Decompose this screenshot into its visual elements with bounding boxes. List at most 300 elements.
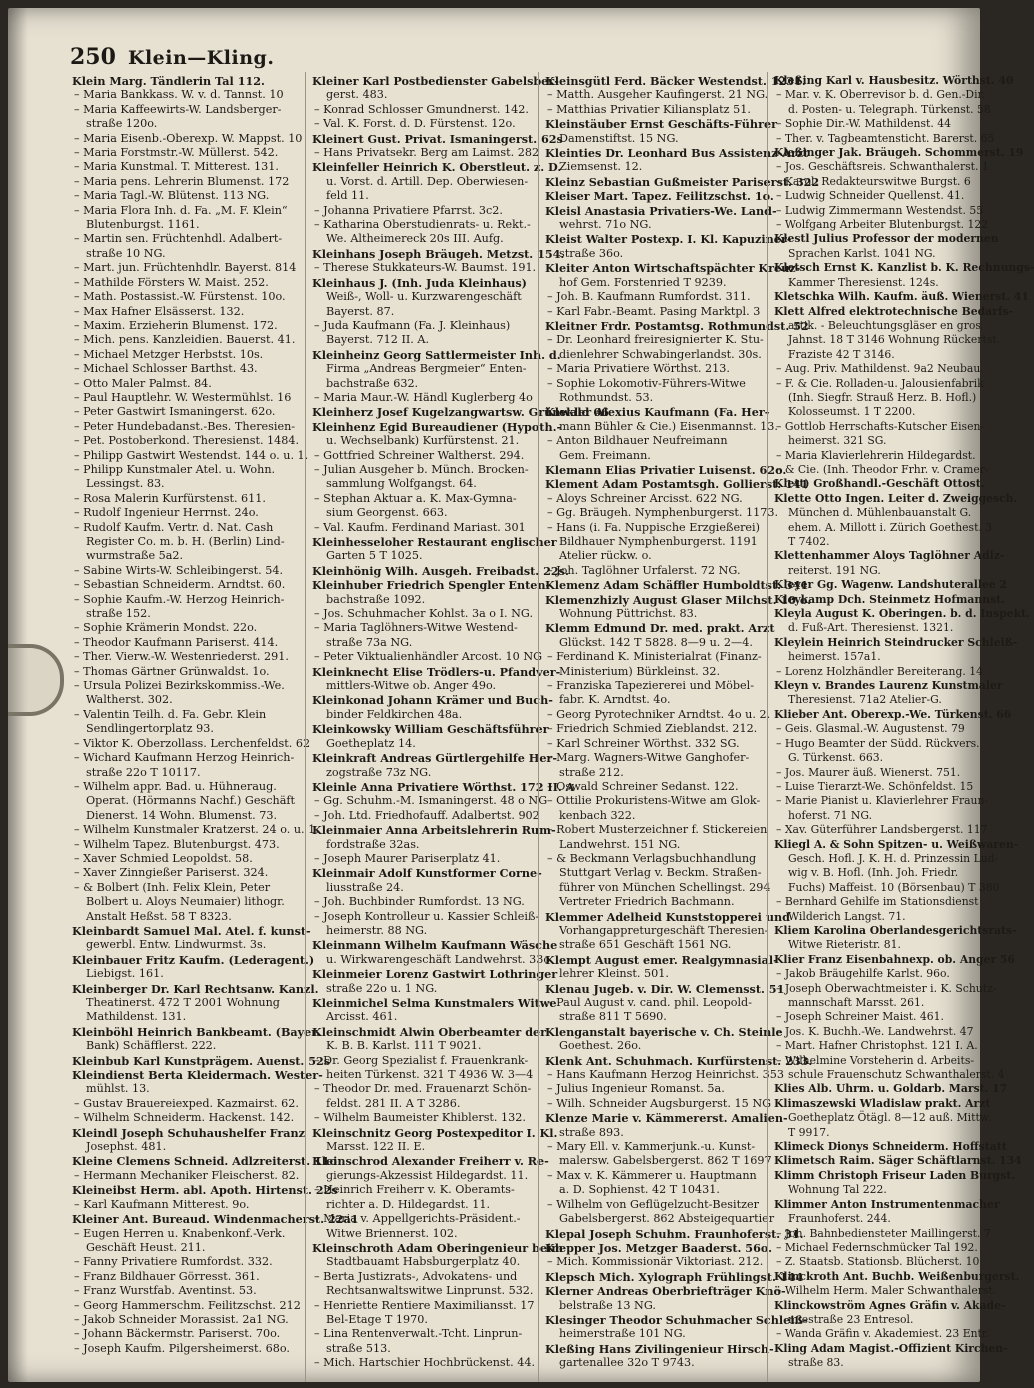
directory-entry: u. Wirkwarengeschäft Landwehrst. 33o <box>326 952 551 966</box>
directory-entry: Kleyer Gg. Wagenw. Landshuterallee 2 <box>774 578 1007 592</box>
directory-entry: Kleinmann Wilhelm Kaufmann Wäsche <box>312 938 558 953</box>
directory-entry: Bank) Schäfflerst. 222. <box>86 1039 217 1053</box>
directory-entry: wehrst. 71o NG. <box>559 218 652 232</box>
directory-entry: Klestl Julius Professor der modernen <box>774 232 999 246</box>
directory-entry: – Jos. Schuhmacher Kohlst. 3a o I. NG. <box>314 607 534 621</box>
directory-entry: Klenau Jugeb. v. Dir. W. Clemensst. 51 <box>545 981 785 996</box>
directory-entry: Kleiner Karl Postbedienster Gabelsber- <box>312 74 559 88</box>
directory-entry: malersw. Gabelsbergerst. 862 T 1697 <box>559 1154 772 1168</box>
directory-entry: Kleinkowsky William Geschäftsführer <box>312 722 549 737</box>
directory-entry: – Wilhelm Baumeister Khiblerst. 132. <box>314 1111 526 1125</box>
directory-entry: mann Bühler & Cie.) Eisenmannst. 13. <box>559 419 778 433</box>
directory-entry: d. Posten- u. Telegraph. Türkenst. 58 <box>788 102 991 116</box>
directory-entry: – Matth. Ausgeher Kaufingerst. 21 NG. <box>547 88 769 102</box>
directory-entry: Lessingst. 83. <box>86 477 165 491</box>
directory-entry: – Mar. v. K. Oberrevisor b. d. Gen.-Dir. <box>776 88 985 102</box>
directory-entry: hof Gem. Forstenried T 9239. <box>559 275 727 289</box>
directory-entry: – Wilhelm Herm. Maler Schwanthalerst. <box>776 1284 997 1298</box>
directory-entry: – Eugen Herren u. Knabenkonf.-Verk. <box>74 1226 286 1240</box>
directory-entry: Kleinfeller Heinrich K. Oberstleut. z. D. <box>312 160 562 175</box>
directory-entry: – Hans (i. Fa. Nuppische Erzgießerei) <box>547 520 760 534</box>
directory-entry: heimerstr. 88 NG. <box>326 923 428 937</box>
directory-entry: – Joh. Taglöhner Urfalerst. 72 NG. <box>547 563 741 577</box>
page-range-title: Klein—Kling. <box>127 47 275 69</box>
directory-entry: – Jakob Schneider Morassist. 2a1 NG. <box>74 1312 289 1326</box>
directory-entry: – Georg Hammerschm. Feilitzschst. 212 <box>74 1298 301 1312</box>
directory-entry: – Mathilde Försters W. Maist. 252. <box>74 275 269 289</box>
directory-entry: – Sophie Kaufm.-W. Herzog Heinrich- <box>74 592 285 606</box>
directory-entry: – Robert Musterzeichner f. Stickereien <box>547 823 768 837</box>
directory-entry: – Maria v. Appellgerichts-Präsident.- <box>314 1212 521 1226</box>
directory-entry: – Jos. Maurer äuß. Wienerst. 751. <box>776 765 961 779</box>
directory-entry: – Rudolf Kaufm. Vertr. d. Nat. Cash <box>74 520 274 534</box>
directory-entry: – Max v. K. Kämmerer u. Hauptmann <box>547 1168 757 1182</box>
directory-entry: d. Fuß-Art. Theresienst. 1321. <box>788 621 954 635</box>
directory-entry: Glückst. 142 T 5828. 8—9 u. 2—4. <box>559 635 753 649</box>
directory-entry: – Ottilie Prokuristens-Witwe am Glok- <box>547 794 761 808</box>
directory-entry: – Wanda Gräfin v. Akademiest. 23 Entr. <box>776 1327 990 1341</box>
directory-entry: Kleinheinz Georg Sattlermeister Inh. d. <box>312 347 561 362</box>
directory-entry: Sendlingertorplatz 93. <box>86 722 214 736</box>
directory-entry: – Mich. Hartschier Hochbrückenst. 44. <box>314 1356 536 1370</box>
directory-entry: Ministerium) Bürkleinst. 32. <box>559 664 721 678</box>
directory-entry: Kleinberger Dr. Karl Rechtsanw. Kanzl. <box>72 981 319 996</box>
directory-entry: Marsst. 122 II. E. <box>326 1140 426 1154</box>
directory-entry: Bel-Etage T 1970. <box>326 1312 428 1326</box>
directory-entry: – Maria pens. Lehrerin Blumenst. 172 <box>74 174 290 188</box>
directory-entry: Kleinsgütl Ferd. Bäcker Westendst. 1231. <box>545 74 806 88</box>
directory-entry: – Fanny Privatiere Rumfordst. 332. <box>74 1255 273 1269</box>
directory-entry: – Maria Privatiere Wörthst. 213. <box>547 362 730 376</box>
directory-entry: Klimm Christoph Friseur Laden Burgst. <box>774 1168 1016 1182</box>
directory-entry: Kleinhönig Wilh. Ausgeh. Freibadst. 22s. <box>312 563 569 578</box>
directory-entry: Kletsch Ernst K. Kanzlist b. K. Rechnungs- <box>774 261 1034 275</box>
directory-entry: Kleiner Ant. Bureaud. Windenmacherst. 22a1 <box>72 1212 359 1227</box>
directory-entry: Klein Marg. Tändlerin Tal 112. <box>72 74 265 88</box>
directory-entry: – Michael Metzger Herbstst. 10s. <box>74 347 264 361</box>
directory-entry: – Rosa Malerin Kurfürstenst. 611. <box>74 491 266 505</box>
directory-entry: – Mart. Hafner Christophst. 121 I. A. <box>776 1039 978 1053</box>
directory-entry: straße 513. <box>326 1341 391 1355</box>
directory-entry: – Aloys Schreiner Arcisst. 622 NG. <box>547 491 743 505</box>
directory-entry: heimerst. 157a1. <box>788 650 881 664</box>
directory-entry: T 9917. <box>788 1125 830 1139</box>
directory-entry: Kleinkonad Johann Krämer und Buch- <box>312 693 553 708</box>
directory-entry: Klett) Großhandl.-Geschäft Ottost. <box>774 477 985 491</box>
index-tab-ring <box>8 644 64 716</box>
directory-entry: mittlers-Witwe ob. Anger 49o. <box>326 679 497 693</box>
directory-entry: Kleinhenz Egid Bureaudiener (Hypoth.- <box>312 419 562 434</box>
directory-entry: – Joseph Maurer Pariserplatz 41. <box>314 851 501 865</box>
directory-entry: Kleinbardt Samuel Mal. Atel. f. kunst- <box>72 923 311 938</box>
directory-entry: Goetheplatz 14. <box>326 736 416 750</box>
directory-entry: – Joseph Schreiner Maist. 461. <box>776 1010 944 1024</box>
directory-entry: – Jos. Geschäftsreis. Schwanthalerst. 1 <box>776 160 989 174</box>
directory-entry: Weiß-, Woll- u. Kurzwarengeschäft <box>326 290 522 304</box>
directory-entry: wurmstraße 5a2. <box>86 549 184 563</box>
directory-entry: straße 120o. <box>86 117 158 131</box>
directory-entry: – Julian Ausgeher b. Münch. Brocken- <box>314 462 529 476</box>
directory-entry: – Jos. K. Buchh.-We. Landwehrst. 47 <box>776 1024 974 1038</box>
directory-entry: richter a. D. Hildegardst. 11. <box>326 1197 491 1211</box>
directory-entry: a. D. Sophienst. 42 T 10431. <box>559 1183 720 1197</box>
directory-entry: – Karol. Redakteurswitwe Burgst. 6 <box>776 174 971 188</box>
directory-entry: – Maria Taglöhners-Witwe Westend- <box>314 621 518 635</box>
directory-entry: Arcisst. 461. <box>326 1010 398 1024</box>
directory-entry: – Maria Klavierlehrerin Hildegardst. <box>776 448 976 462</box>
directory-entry: – Henriette Rentiere Maximiliansst. 17 <box>314 1298 535 1312</box>
directory-entry: Klinckroth Ant. Buchb. Weißenburgerst. <box>774 1269 1020 1283</box>
directory-entry: bachstraße 632. <box>326 376 419 390</box>
directory-entry: Kleinmichel Selma Kunstmalers Witwe <box>312 996 557 1010</box>
directory-entry: Klekler Alexius Kaufmann (Fa. Her- <box>545 405 770 420</box>
directory-entry: – Joh. B. Kaufmann Rumfordst. 311. <box>547 290 751 304</box>
directory-entry: – Valentin Teilh. d. Fa. Gebr. Klein <box>74 707 267 721</box>
directory-entry: Kleine Clemens Schneid. Adlzreiterst. 11o <box>72 1154 338 1169</box>
directory-entry: führer von München Schellingst. 294 <box>559 880 771 894</box>
directory-entry: – Mary Ell. v. Kammerjunk.-u. Kunst- <box>547 1140 756 1154</box>
directory-entry: straße 83. <box>788 1356 844 1370</box>
directory-entry: – Wilhelm von Geflügelzucht-Besitzer <box>547 1197 759 1211</box>
directory-entry: – Peter Gastwirt Ismaningerst. 62o. <box>74 405 276 419</box>
directory-entry: sammlung Wolfgangst. 64. <box>326 477 477 491</box>
directory-entry: Vertreter Friedrich Bachmann. <box>559 895 735 909</box>
directory-entry: – Johanna Privatiere Pfarrst. 3c2. <box>314 203 503 217</box>
directory-entry: – Bernhard Gehilfe im Stationsdienst <box>776 895 979 909</box>
directory-entry: Waltherst. 302. <box>86 693 173 707</box>
directory-entry: Damenstiftst. 15 NG. <box>559 131 679 145</box>
directory-entry: – Friedrich Schmied Zieblandst. 212. <box>547 722 758 736</box>
directory-entry: Gesch. Hofl. J. K. H. d. Prinzessin Lud- <box>788 851 999 865</box>
directory-entry: – Franz Wurstfab. Aventinst. 53. <box>74 1284 257 1298</box>
directory-entry: – Thomas Gärtner Grünwaldst. 1o. <box>74 664 270 678</box>
directory-entry: Klerner Andreas Oberbriefträger Knö- <box>545 1284 786 1299</box>
directory-entry: T 7402. <box>788 535 830 548</box>
directory-entry: straße 152. <box>86 607 151 621</box>
directory-entry: miestraße 23 Entresol. <box>788 1312 914 1326</box>
directory-entry: gartenallee 32o T 9743. <box>559 1356 695 1370</box>
directory-entry: Kleinhans Joseph Bräugeh. Metzst. 154. <box>312 246 565 261</box>
directory-entry: Kleinstäuber Ernst Geschäfts-Führer <box>545 117 777 132</box>
page-number: 250 <box>70 44 116 70</box>
directory-entry: u. Wechselbank) Kurfürstenst. 21. <box>326 434 520 448</box>
directory-entry: Kleyla August K. Oberingen. b. d. Inspekt. <box>774 607 1030 621</box>
directory-entry: hoferst. 71 NG. <box>788 808 873 822</box>
directory-entry: Kleßinger Jak. Bräugeh. Schommerst. 19 <box>774 146 1024 160</box>
directory-entry: – Wolfgang Arbeiter Blutenburgst. 122 <box>776 218 989 232</box>
directory-entry: – Mart. jun. Früchtenhdlr. Bayerst. 814 <box>74 261 297 275</box>
directory-entry: feld 11. <box>326 189 369 203</box>
directory-entry: Firma „Andreas Bergmeier“ Enten- <box>326 362 527 376</box>
directory-entry: Klemenzhizly August Glaser Milchst. 10 o. <box>545 592 812 607</box>
directory-entry: gewerbl. Entw. Lindwurmst. 3s. <box>86 938 267 952</box>
directory-entry: Kliegl A. & Sohn Spitzen- u. Weißwaren- <box>774 837 1019 851</box>
directory-entry: – Val. K. Forst. d. D. Fürstenst. 12o. <box>314 117 516 131</box>
directory-entry: Kleinschroth Adam Oberingenieur beim <box>312 1240 564 1255</box>
directory-entry: Fraziste 42 T 3146. <box>788 347 895 361</box>
directory-entry: artik. - Beleuchtungsgläser en gros <box>788 318 981 332</box>
directory-entry: Klimeck Dionys Schneiderm. Hoffstatt <box>774 1140 1007 1154</box>
directory-entry: – Gottlob Herrschafts-Kutscher Eisen- <box>776 419 985 433</box>
directory-entry: feldst. 281 II. A T 3286. <box>326 1096 461 1110</box>
directory-entry: Bayerst. 712 II. A. <box>326 333 430 347</box>
directory-entry: Klenze Marie v. Kämmererst. Amalien- <box>545 1111 788 1126</box>
directory-entry: Jahnst. 18 T 3146 Wohnung Rückertst. <box>788 333 1001 347</box>
directory-entry: – Luise Tierarzt-We. Schönfeldst. 15 <box>776 779 974 793</box>
directory-entry: – Joh. Buchbinder Rumfordst. 13 NG. <box>314 895 525 909</box>
directory-entry: – Ludwig Zimmermann Westendst. 55 <box>776 203 984 217</box>
directory-entry: Klett Alfred elektrotechnische Bedarfs- <box>774 304 1014 318</box>
directory-entry: – Gg. Bräugeh. Nymphenburgerst. 1173. <box>547 506 779 520</box>
directory-entry: – Joseph Kontrolleur u. Kassier Schleiß- <box>314 909 540 923</box>
directory-entry: straße 212. <box>559 765 624 779</box>
directory-entry: heiten Türkenst. 321 T 4936 W. 3—4 <box>326 1068 534 1082</box>
directory-entry: – Xav. Güterführer Landsbergerst. 117 <box>776 823 988 837</box>
directory-entry: – Maria Flora Inh. d. Fa. „M. F. Klein“ <box>74 203 288 217</box>
directory-entry: Stadtbauamt Habsburgerplatz 40. <box>326 1255 521 1269</box>
directory-entry: Klier Franz Eisenbahnexp. ob. Anger 56 <box>774 952 1015 966</box>
directory-entry: – Geis. Glasmal.-W. Augustenst. 79 <box>776 722 965 736</box>
directory-entry: Kleyn v. Brandes Laurenz Kunstmaler <box>774 679 1003 693</box>
directory-entry: Theatinerst. 472 T 2001 Wohnung <box>86 996 280 1009</box>
directory-entry: Kleylein Heinrich Steindrucker Schleiß- <box>774 635 1018 649</box>
directory-entry: – Maria Maur.-W. Händl Kuglerberg 4o <box>314 390 533 404</box>
directory-entry: straße 73a NG. <box>326 635 413 649</box>
directory-entry: – Berta Justizrats-, Advokatens- und <box>314 1269 518 1283</box>
directory-entry: Bayerst. 87. <box>326 304 395 318</box>
directory-entry: – Dr. Georg Spezialist f. Frauenkrank- <box>314 1053 529 1067</box>
directory-entry: – Maria Bankkass. W. v. d. Tannst. 10 <box>74 88 284 102</box>
directory-entry: Sprachen Karlst. 1041 NG. <box>788 246 936 260</box>
directory-entry: – Joh. Ltd. Friedhofauff. Adalbertst. 902 <box>314 808 540 822</box>
directory-entry: – Max Hafner Elsässerst. 132. <box>74 304 245 318</box>
directory-entry: Klimmer Anton Instrumentenmacher <box>774 1197 1000 1211</box>
directory-entry: Kleykamp Dch. Steinmetz Hofmannst. <box>774 592 1005 606</box>
directory-entry: Klemenz Adam Schäffler Humboldtst. 341 <box>545 578 809 593</box>
directory-entry: – Johann Bäckermstr. Pariserst. 70o. <box>74 1327 281 1341</box>
directory-entry: – Maria Forstmstr.-W. Müllerst. 542. <box>74 146 279 160</box>
directory-entry: Kleinkraft Andreas Gürtlergehilfe Her- <box>312 751 557 766</box>
directory-entry: Kleineibst Herm. abl. Apoth. Hirtenst. 22s <box>72 1183 338 1198</box>
directory-entry: – Wichard Kaufmann Herzog Heinrich- <box>74 751 295 765</box>
directory-entry: Kleiter Anton Wirtschaftspächter Kreuz- <box>545 261 801 276</box>
directory-entry: – Julius Ingenieur Romanst. 5a. <box>547 1082 725 1096</box>
directory-entry: – Wilhelmine Vorsteherin d. Arbeits- <box>776 1053 975 1067</box>
directory-entry: Dienerst. 14 Wohn. Blumenst. 73. <box>86 808 278 822</box>
directory-entry: – Aug. Priv. Mathildenst. 9a2 Neubau <box>776 362 981 376</box>
directory-entry: Klinckowström Agnes Gräfin v. Akade- <box>774 1298 1006 1312</box>
directory-entry: schule Frauenschutz Schwanthalerst. 4 <box>788 1068 1005 1082</box>
directory-entry: dienlehrer Schwabingerlandst. 30s. <box>559 347 762 361</box>
directory-entry: – Peter Hundebadanst.-Bes. Theresien- <box>74 419 296 433</box>
directory-entry: – Michael Schlosser Barthst. 43. <box>74 362 258 376</box>
directory-entry: Operat. (Hörmanns Nachf.) Geschäft <box>86 794 295 808</box>
directory-entry: ehem. A. Millott i. Zürich Goethest. 3 <box>788 520 993 534</box>
directory-entry: Kleinmeier Lorenz Gastwirt Lothringer <box>312 967 558 982</box>
directory-entry: – Sabine Wirts-W. Schleibingerst. 54. <box>74 563 284 577</box>
directory-entry: lehrer Kleinst. 501. <box>559 967 669 981</box>
directory-entry: – Val. Kaufm. Ferdinand Mariast. 301 <box>314 520 526 534</box>
directory-entry: Kleinz Sebastian Gußmeister Pariserst. 322 <box>545 174 820 189</box>
directory-entry: Gabelsbergerst. 862 Absteigequartier <box>559 1212 775 1226</box>
directory-entry: Klimaszewski Wladislaw prakt. Arzt <box>774 1096 991 1110</box>
directory-entry: – Wilhelm Schneiderm. Hackenst. 142. <box>74 1111 295 1125</box>
directory-entry: We. Altheimereck 20s III. Aufg. <box>326 232 504 246</box>
directory-entry: Rothmundst. 53. <box>559 390 654 404</box>
directory-entry: – Rudolf Ingenieur Herrnst. 24o. <box>74 506 259 520</box>
directory-entry: Kolosseumst. 1 T 2200. <box>788 405 916 419</box>
directory-entry: gerst. 483. <box>326 88 388 102</box>
directory-entry: Ziemsenst. 12. <box>559 160 643 174</box>
directory-entry: wig v. B. Hofl. (Inh. Joh. Friedr. <box>788 866 959 880</box>
directory-entry: Klimetsch Raim. Säger Schäftlarnst. 134 <box>774 1154 1022 1168</box>
directory-entry: – Mich. pens. Kanzleidien. Bauerst. 41. <box>74 333 296 347</box>
directory-entry: Kleinhesseloher Restaurant englischer <box>312 535 557 549</box>
directory-entry: – Theodor Kaufmann Pariserst. 414. <box>74 635 279 649</box>
directory-entry: kenbach 322. <box>559 808 636 822</box>
directory-entry: Klette Otto Ingen. Leiter d. Zweiggesch. <box>774 491 1018 505</box>
directory-entry: – Marg. Wagners-Witwe Ganghofer- <box>547 751 750 765</box>
directory-entry: Kleinschmidt Alwin Oberbeamter der <box>312 1024 547 1039</box>
directory-entry: Fuchs) Maffeist. 10 (Börsenbau) T 380 <box>788 880 1000 894</box>
directory-entry: – Franz Bildhauer Görresst. 361. <box>74 1269 260 1283</box>
directory-entry: – Karl Kaufmann Mitterest. 9o. <box>74 1197 250 1211</box>
directory-entry: Goetheplatz Ötägl. 8—12 auß. Mittw. <box>788 1111 992 1125</box>
directory-entry: – Gg. Schuhm.-M. Ismaningerst. 48 o NG <box>314 794 548 808</box>
directory-entry: mühlst. 13. <box>86 1082 150 1096</box>
directory-entry: Kleinböhl Heinrich Bankbeamt. (Bayer. <box>72 1024 321 1039</box>
directory-entry: Landwehrst. 151 NG. <box>559 837 681 851</box>
directory-entry: mannschaft Marsst. 261. <box>788 996 925 1009</box>
directory-entry: – Mich. Kommissionär Viktoriast. 212. <box>547 1255 764 1269</box>
page-header <box>70 44 274 72</box>
directory-entry: gierungs-Akzessist Hildegardst. 11. <box>326 1168 529 1182</box>
directory-entry: Bolbert u. Aloys Neumaier) lithogr. <box>86 895 285 909</box>
directory-entry: straße 10 NG. <box>86 246 166 260</box>
directory-entry: – Wilh. Schneider Augsburgerst. 15 NG <box>547 1096 772 1110</box>
directory-entry: Geschäft Heust. 211. <box>86 1240 206 1254</box>
directory-entry: – Karl Schreiner Wörthst. 332 SG. <box>547 736 740 750</box>
directory-entry: Kleinherz Josef Kugelzangwartsw. Grünwald 66 <box>312 405 609 420</box>
directory-entry: Kleiser Mart. Tapez. Feilitzschst. 1o. <box>545 189 774 204</box>
directory-entry: – Philipp Gastwirt Westendst. 144 o. u. 1. <box>74 448 309 462</box>
directory-entry: Klieber Ant. Oberexp.-We. Türkenst. 66 <box>774 707 1012 721</box>
directory-entry: – Wilhelm Tapez. Blutenburgst. 473. <box>74 837 280 851</box>
directory-entry: – Ursula Polizei Bezirkskommiss.-We. <box>74 679 285 693</box>
directory-entry: – & Bolbert (Inh. Felix Klein, Peter <box>74 880 271 894</box>
directory-entry: – Michael Federnschmücker Tal 192. <box>776 1240 978 1254</box>
directory-entry: – Martin sen. Früchtenhdl. Adalbert- <box>74 232 283 246</box>
directory-entry: – Maria Tagl.-W. Blütenst. 113 NG. <box>74 189 270 203</box>
directory-entry: – Paul August v. cand. phil. Leopold- <box>547 996 752 1009</box>
directory-entry: – Georg Pyrotechniker Arndtst. 4o u. 2. <box>547 707 771 721</box>
directory-entry: – Karl Fabr.-Beamt. Pasing Marktpl. 3 <box>547 304 761 318</box>
directory-entry: straße 811 T 5690. <box>559 1010 667 1024</box>
directory-entry: – Konrad Schlosser Gmundnerst. 142. <box>314 102 529 116</box>
directory-entry: Kleinschrod Alexander Freiherr v. Re- <box>312 1154 549 1169</box>
directory-entry: Klemmer Adelheid Kunststopperei und <box>545 909 790 924</box>
directory-entry: Kleindl Joseph Schuhaushelfer Franz <box>72 1125 306 1140</box>
directory-entry: – Franziska Tapeziererei und Möbel- <box>547 679 755 693</box>
directory-entry: Kleisl Anastasia Privatiers-We. Land- <box>545 203 777 218</box>
directory-entry: – Joseph Kaufm. Pilgersheimerst. 68o. <box>74 1341 290 1355</box>
directory-entry: K. B. B. Karlst. 111 T 9021. <box>326 1039 482 1053</box>
directory-entry: Gem. Freimann. <box>559 448 651 462</box>
directory-entry: – Gustav Brauereiexped. Kazmairst. 62. <box>74 1096 299 1110</box>
directory-entry: Klesinger Theodor Schuhmacher Schleiß- <box>545 1312 808 1327</box>
directory-entry: (Inh. Siegfr. Strauß Herz. B. Hofl.) <box>788 390 977 404</box>
directory-entry: Kleinknecht Elise Trödlers-u. Pfandver- <box>312 664 561 679</box>
directory-entry: – Joseph Oberwachtmeister i. K. Schutz- <box>776 981 997 995</box>
directory-entry: – Maria Kaffeewirts-W. Landsberger- <box>74 102 282 116</box>
directory-entry: Kleinschnitz Georg Postexpeditor I. Kl. <box>312 1125 558 1140</box>
directory-entry: – Ludwig Schneider Quellenst. 41. <box>776 189 965 203</box>
directory-entry: – Sophie Lokomotiv-Führers-Witwe <box>547 376 746 390</box>
directory-entry: bachstraße 1092. <box>326 592 426 606</box>
directory-entry: straße 22o u. 1 NG. <box>326 981 438 995</box>
directory-entry: – Peter Viktualienhändler Arcost. 10 NG <box>314 650 543 664</box>
directory-entry: – Matthias Privatier Kiliansplatz 51. <box>547 102 751 116</box>
directory-entry: Klenk Ant. Schuhmach. Kurfürstenst. 233. <box>545 1053 813 1068</box>
directory-entry: – Wilhelm Kunstmaler Kratzerst. 24 o. u. 1. <box>74 823 319 837</box>
column-4 <box>767 72 1034 1382</box>
directory-entry: Kleinhaus J. (Inh. Juda Kleinhaus) <box>312 275 527 290</box>
directory-entry: sium Georgenst. 663. <box>326 506 448 520</box>
directory-entry: – Wilhelm appr. Bad. u. Hühneraug. <box>74 779 277 793</box>
directory-entry: – Lorenz Holzhändler Bereiterang. 14 <box>776 664 983 678</box>
directory-entry: Blutenburgst. 1161. <box>86 218 200 232</box>
directory-entry: Stuttgart Verlag v. Beckm. Straßen- <box>559 866 762 880</box>
directory-entry: – Juda Kaufmann (Fa. J. Kleinhaus) <box>314 318 511 332</box>
directory-entry: Klemann Elias Privatier Luisenst. 62o. <box>545 462 787 477</box>
directory-page <box>8 8 1034 1382</box>
directory-entry: G. Türkenst. 663. <box>788 751 884 765</box>
directory-entry: Klepper Jos. Metzger Baaderst. 56o. <box>545 1240 773 1255</box>
directory-entry: – Maxim. Erzieherin Blumenst. 172. <box>74 318 278 332</box>
directory-entry: – Maria Eisenb.-Oberexp. W. Mappst. 10 <box>74 131 303 145</box>
directory-entry: – Ferdinand K. Ministerialrat (Finanz- <box>547 650 762 664</box>
directory-entry: – Ther. Vierw.-W. Westenriederst. 291. <box>74 650 289 664</box>
directory-entry: Wohnung Püttrichst. 83. <box>559 607 698 621</box>
directory-entry: – Sebastian Schneiderm. Arndtst. 60. <box>74 578 286 592</box>
directory-entry: Kleinmaier Anna Arbeitslehrerin Rum- <box>312 823 556 838</box>
directory-entry: Vorhangappreturgeschäft Theresien- <box>559 923 769 937</box>
directory-entry: Kliem Karolina Oberlandesgerichtsrats- <box>774 923 1017 937</box>
directory-entry: – Hermann Mechaniker Fleischerst. 82. <box>74 1168 300 1182</box>
directory-entry: Kleindienst Berta Kleidermach. Wester- <box>72 1068 323 1083</box>
directory-entry: – Philipp Kunstmaler Atel. u. Wohn. <box>74 462 276 476</box>
directory-entry: – Stephan Aktuar a. K. Max-Gymna- <box>314 491 517 505</box>
directory-entry: – Otto Maler Palmst. 84. <box>74 376 212 390</box>
directory-entry: Kleßing Hans Zivilingenieur Hirsch- <box>545 1341 774 1356</box>
directory-entry: – Lina Rentenverwalt.-Tcht. Linprun- <box>314 1327 523 1341</box>
directory-entry: – Sophie Dir.-W. Mathildenst. 44 <box>776 117 951 131</box>
directory-entry: – Oswald Schreiner Sedanst. 122. <box>547 779 739 793</box>
directory-entry: – Pet. Postoberkond. Theresienst. 1484. <box>74 434 300 448</box>
directory-entry: Bildhauer Nymphenburgerst. 1191 <box>559 535 758 548</box>
directory-entry: Wohnung Tal 222. <box>788 1183 887 1197</box>
directory-entry: Mathildenst. 131. <box>86 1010 187 1024</box>
directory-entry: heimerst. 321 SG. <box>788 434 887 448</box>
directory-entry: Klepal Joseph Schuhm. Fraunhoferst. 31. <box>545 1226 804 1241</box>
directory-entry: Klepsch Mich. Xylograph Frühlingst. 144 <box>545 1269 804 1284</box>
directory-entry: straße 893. <box>559 1125 624 1139</box>
directory-entry: – Joh. Bahnbediensteter Maillingerst. 7 <box>776 1226 991 1240</box>
directory-entry: straße 651 Geschäft 1561 NG. <box>559 938 732 952</box>
directory-entry: u. Vorst. d. Artill. Dep. Oberwiesen- <box>326 174 529 188</box>
directory-entry: – Anton Bildhauer Neufreimann <box>547 434 728 448</box>
directory-entry: Register Co. m. b. H. (Berlin) Lind- <box>86 535 285 548</box>
